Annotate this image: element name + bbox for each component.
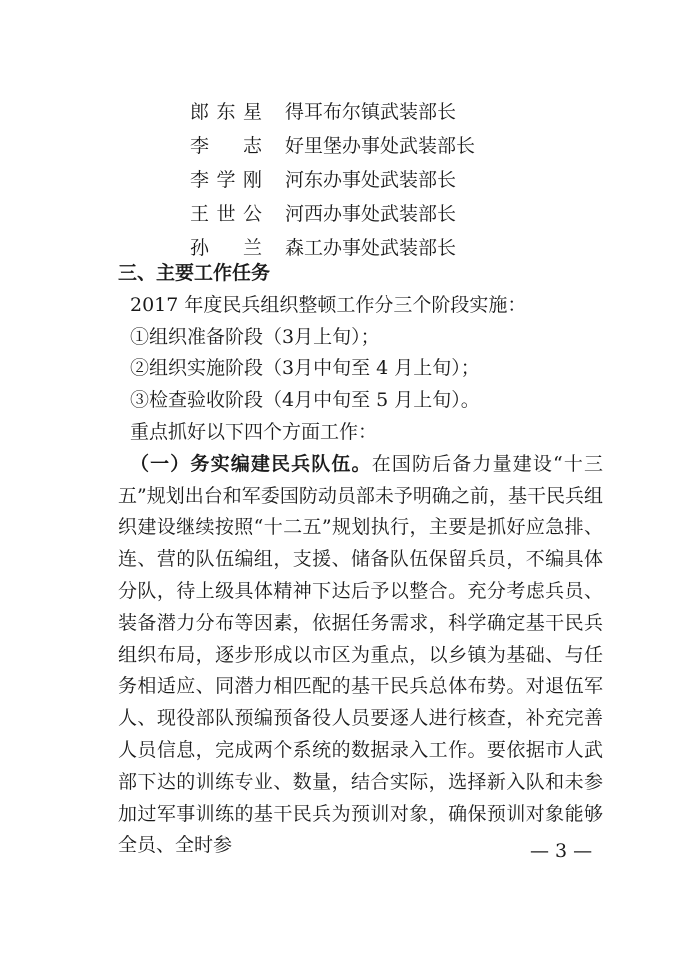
roster-name: 孙兰: [190, 237, 262, 259]
phase-item: ②组织实施阶段（3月中旬至 4 月上旬）；: [130, 357, 480, 380]
phase-item: ③检查验收阶段（4月中旬至 5 月上旬）。: [130, 389, 480, 412]
roster-name: 李志: [190, 135, 262, 157]
personnel-roster: [0, 95, 690, 265]
roster-row: [0, 95, 690, 129]
roster-name: 李学刚: [190, 169, 262, 191]
roster-title: 得耳布尔镇武装部长: [285, 101, 457, 123]
roster-name: 王世公: [190, 203, 262, 225]
roster-title: 河西办事处武装部长: [285, 203, 457, 225]
page-number: — 3 —: [530, 840, 593, 862]
roster-name: 郎东星: [190, 101, 262, 123]
roster-title: 好里堡办事处武装部长: [285, 135, 476, 157]
body-text: [118, 258, 603, 862]
roster-row: [0, 163, 690, 197]
roster-row: [0, 197, 690, 231]
phases-intro: 2017 年度民兵组织整顿工作分三个阶段实施：: [130, 293, 527, 316]
focus-intro: 重点抓好以下四个方面工作：: [130, 420, 378, 443]
roster-title: 河东办事处武装部长: [285, 169, 457, 191]
phase-item: ①组织准备阶段（3月上旬）；: [130, 325, 380, 348]
section-heading: 三、主要工作任务: [118, 262, 271, 284]
roster-row: [0, 129, 690, 163]
task-text: 在国防后备力量建设“十三五”规划出台和军委国防动员部未予明确之前，基干民兵组织建设继续按照“十二五”规划执行，主要是抓好应急排、连、营的队伍编组，支援、储备队伍保留兵员，不编具体分队，待上级具体精神下达后予以整合。充分考虑兵员、装备潜力分布等因素，依据任务需求，科学确定基干民兵组织布局，逐步形成以市区为重点，以乡镇为基础、与任务相适应、同潜力相匹配的基干民兵总体布势。对退伍军人、现役部队预编预备役人员要逐人进行核查，补充完善人员信息，完成两个系统的数据录入工作。要依据市人武部下达的训练专业、数量，结合实际，选择新入队和未参加过军事训练的基干民兵为预训对象，确保预训对象能够全员、全时参: [118, 452, 603, 857]
task-paragraph-1: [118, 449, 603, 862]
task-lead: （一）务实编建民兵队伍。: [130, 452, 372, 475]
roster-title: 森工办事处武装部长: [285, 237, 457, 259]
